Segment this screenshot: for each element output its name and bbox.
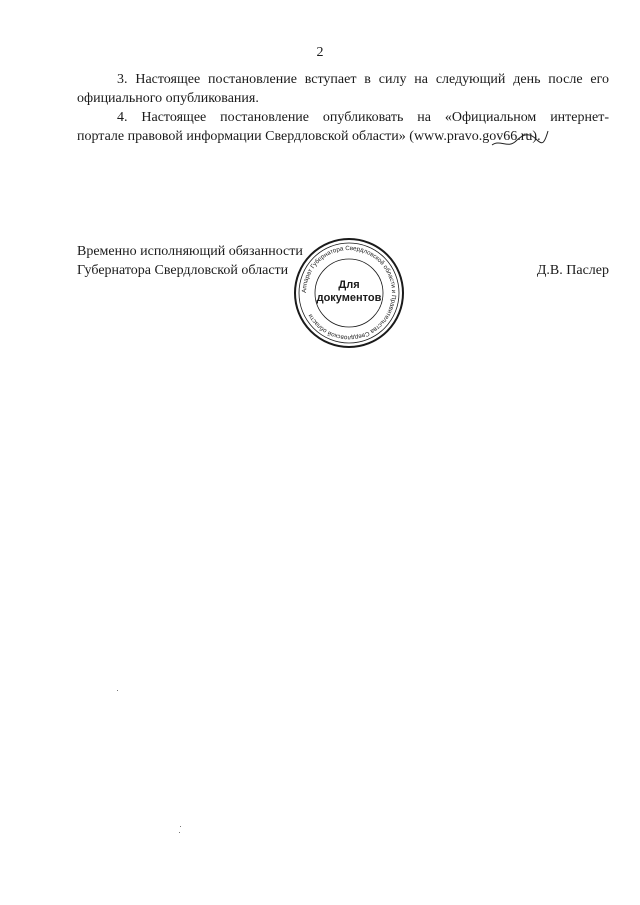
scan-speck [179, 832, 180, 833]
paragraph-4-line-1: 4. Настоящее постановление опубликовать на «Официальном интернет- [117, 110, 609, 125]
paragraph-3-line-2: официального опубликования. [77, 91, 259, 106]
stamp-center-line-1: Для [338, 279, 360, 291]
paragraph-3-line-1: 3. Настоящее постановление вступает в силу на следующий день после его [117, 72, 609, 87]
stamp-center-line-2: документов [316, 292, 382, 304]
stamp-ring-text: Аппарат Губернатора Свердловской области и Правительства Свердловской области [300, 244, 398, 342]
signer-position-line-2: Губернатора Свердловской области [77, 263, 289, 278]
signer-name: Д.В. Паслер [536, 263, 609, 278]
signature-scribble [490, 125, 550, 153]
official-stamp-seal [292, 236, 406, 350]
signer-position-line-1: Временно исполняющий обязанности [77, 244, 303, 259]
scan-speck [117, 690, 118, 691]
paragraph-4-line-2: портале правовой информации Свердловской области» (www.pravo.gov66.ru). [77, 129, 541, 144]
page-number: 2 [316, 45, 324, 60]
scan-speck [180, 826, 181, 827]
